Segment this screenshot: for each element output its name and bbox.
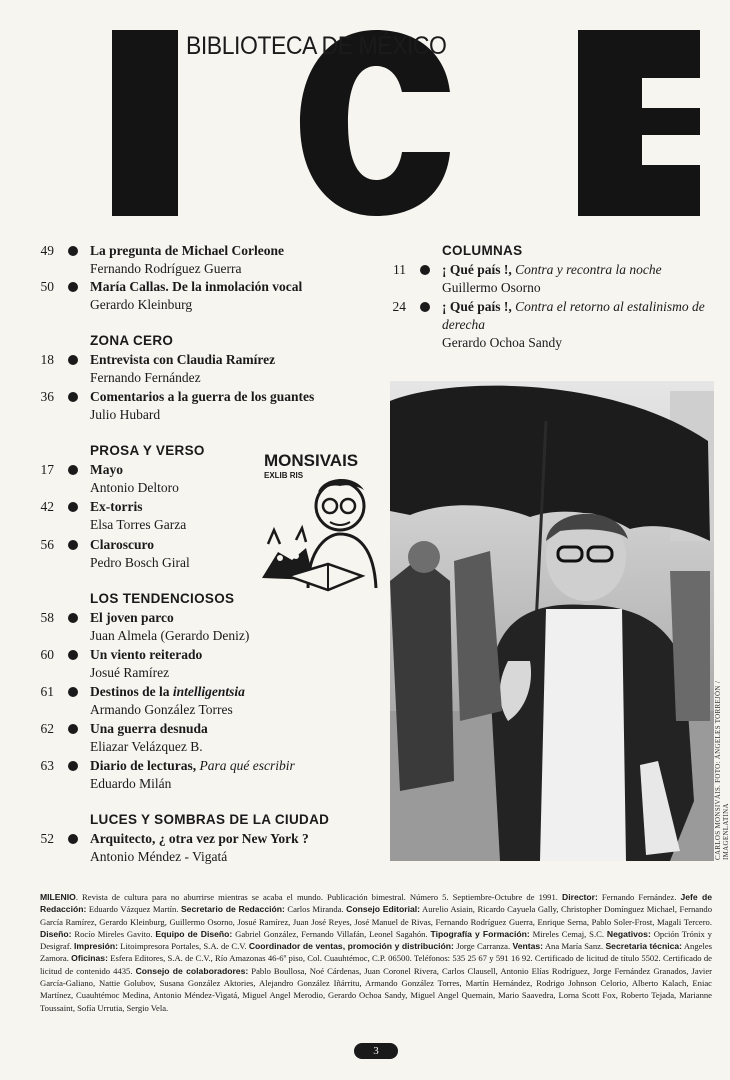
- colophon-text: Gabriel González, Fernando Villafán, Leonel Sagahón.: [232, 928, 431, 939]
- page-number: 36: [40, 389, 54, 404]
- page-number: 63: [40, 758, 54, 773]
- page-number: 61: [40, 684, 54, 699]
- monsivais-exlibris-illustration: [258, 448, 382, 598]
- masthead-letter-e: [578, 30, 700, 216]
- entry-title-italic: intelligentsia: [172, 684, 245, 699]
- entry-title-italic: Contra el retorno al estalinismo de: [515, 299, 705, 314]
- section-heading-columnas: COLUMNAS: [442, 243, 523, 258]
- colophon-text: Mireles Cemaj, S.C.: [529, 928, 607, 939]
- bullet-icon: [68, 465, 78, 475]
- page-number: 62: [40, 721, 54, 736]
- page-number: 52: [40, 831, 54, 846]
- masthead-e-gap-top: [642, 78, 700, 108]
- page-number: 11: [393, 262, 406, 277]
- page-number: 58: [40, 610, 54, 625]
- colophon: [40, 891, 712, 1014]
- entry-author: Juan Almela (Gerardo Deniz): [90, 628, 250, 643]
- entry-author: Julio Hubard: [90, 407, 161, 422]
- page-number-badge: 3: [354, 1043, 398, 1059]
- page-number: 60: [40, 647, 54, 662]
- colophon-text: Jorge Carranza.: [453, 941, 513, 952]
- entry-author: Gerardo Kleinburg: [90, 297, 193, 312]
- page-number: 18: [40, 352, 54, 367]
- colophon-label: Consejo de colaboradores:: [135, 965, 249, 976]
- bullet-icon: [68, 246, 78, 256]
- entry-title: Claroscuro: [90, 537, 154, 552]
- colophon-label: Secretaria técnica:: [605, 941, 683, 952]
- bullet-icon: [68, 392, 78, 402]
- entry-author: Antonio Deltoro: [90, 480, 179, 495]
- entry-author: Pedro Bosch Giral: [90, 555, 190, 570]
- entry-title-continued: derecha: [442, 317, 485, 332]
- page-number: 24: [392, 299, 406, 314]
- entry-title: Ex-torris: [90, 499, 143, 514]
- illustration-subcaption: EXLIB RIS: [264, 471, 304, 480]
- entry-title: Arquitecto, ¿ otra vez por New York ?: [90, 831, 309, 846]
- entry-title: Entrevista con Claudia Ramírez: [90, 352, 276, 367]
- colophon-text: Angeles Zamora.: [40, 941, 713, 964]
- colophon-text: Carlos Miranda.: [284, 904, 347, 915]
- colophon-label: Jefe de Redacción:: [40, 892, 712, 915]
- colophon-text: Aurelio Asiain, Ricardo Cayuela Gally, Christopher Domínguez Michael, Fernando García Ramírez, Gerardo Kleinburg, Guillermo Osorno, Josué Ramírez, Juan José Reyes, José Manuel de Rivas, Fernando Rodríguez Guerra, Enrique Serna, Pablo Soler-Frost, Magali Tercero.: [40, 904, 713, 927]
- bullet-icon: [68, 502, 78, 512]
- colophon-label: Negativos:: [606, 928, 651, 939]
- entry-title-text: ¡ Qué país !,: [442, 262, 516, 277]
- entry-title: La pregunta de Michael Corleone: [90, 243, 284, 258]
- entry-title-italic: Para qué escribir: [199, 758, 295, 773]
- entry-author: Fernando Rodríguez Guerra: [90, 261, 242, 276]
- colophon-text: Rocío Mireles Gavito.: [71, 928, 156, 939]
- colophon-text: Opción Trónix y Desigraf.: [40, 928, 712, 952]
- entry-title: [90, 683, 245, 701]
- entry-author: Gerardo Ochoa Sandy: [442, 335, 562, 350]
- entry-title-text: Destinos de la: [90, 684, 173, 699]
- masthead-letter-i: [112, 30, 178, 216]
- section-heading-zona-cero: ZONA CERO: [90, 333, 174, 348]
- colophon-text: . Revista de cultura para no aburrirse mientras se acaba el mundo. Publicación bimestral. Número 5. Septiembre-Octubre de 1991.: [75, 892, 562, 902]
- colophon-label: Ventas:: [512, 941, 544, 952]
- colophon-text: Esfera Editores, S.A. de C.V., Río Amazonas 46-6º piso, Col. Cuauhtémoc, C.P. 06500. Teléfonos: 535 25 67 y 591 16 92. Certificado de licitud de título 5502. Certificado de licitud de contenido 4435.: [40, 953, 712, 976]
- bullet-icon: [420, 302, 430, 312]
- entry-author: Elsa Torres Garza: [90, 517, 187, 532]
- bullet-icon: [68, 724, 78, 734]
- colophon-label: Diseño:: [40, 928, 72, 939]
- entry-title: [90, 757, 295, 775]
- colophon-label: Consejo Editorial:: [346, 904, 421, 915]
- photo-credit: CARLOS MONSIVÁIS. FOTO: ÁNGELES TORREJÓN / IMAGENLATINA: [714, 680, 730, 860]
- bullet-icon: [68, 282, 78, 292]
- bullet-icon: [68, 650, 78, 660]
- bullet-icon: [68, 540, 78, 550]
- entry-author: Eduardo Milán: [90, 776, 172, 791]
- entry-title-italic: Contra y recontra la noche: [515, 262, 662, 277]
- page-number: 50: [40, 279, 54, 294]
- page-number: 17: [40, 462, 54, 477]
- page-number: 49: [40, 243, 54, 258]
- entry-title-text: Diario de lecturas,: [90, 758, 200, 773]
- monsivais-photo: [390, 381, 714, 861]
- entry-title: Una guerra desnuda: [90, 721, 208, 736]
- colophon-text: Fernando Fernández.: [597, 892, 681, 902]
- section-heading-los-tendenciosos: LOS TENDENCIOSOS: [90, 591, 235, 606]
- bullet-icon: [68, 613, 78, 623]
- entry-title: Mayo: [90, 462, 123, 477]
- colophon-label: Equipo de Diseño:: [155, 928, 233, 939]
- colophon-text: Ana María Sanz.: [543, 941, 606, 952]
- colophon-label: Director:: [562, 892, 598, 902]
- entry-title-text: ¡ Qué país !,: [442, 299, 516, 314]
- page-number: 56: [40, 537, 54, 552]
- bullet-icon: [68, 761, 78, 771]
- colophon-text: Eduardo Vázquez Martín.: [86, 904, 181, 915]
- entry-title: María Callas. De la inmolación vocal: [90, 279, 303, 294]
- colophon-label: MILENIO: [40, 892, 76, 902]
- colophon-label: Coordinador de ventas, promoción y distribución:: [248, 941, 454, 952]
- entry-author: Fernando Fernández: [90, 370, 201, 385]
- colophon-label: Tipografía y Formación:: [430, 928, 530, 939]
- entry-title: Comentarios a la guerra de los guantes: [90, 389, 315, 404]
- colophon-text: Litoimpresora Portales, S.A. de C.V.: [117, 941, 249, 952]
- entry-title: Un viento reiterado: [90, 647, 203, 662]
- bullet-icon: [420, 265, 430, 275]
- section-heading-prosa-y-verso: PROSA Y VERSO: [90, 443, 205, 458]
- masthead-biblioteca: BIBLIOTECA DE MÉXICO: [186, 32, 447, 60]
- entry-author: Eliazar Velázquez B.: [90, 739, 203, 754]
- colophon-label: Impresión:: [74, 941, 118, 952]
- illustration-caption: MONSIVAIS: [264, 451, 359, 470]
- colophon-text: Pablo Boullosa, Noé Cárdenas, Juan Coronel Rivera, Carlos Clausell, Antonio Elías Rodríguez, Jorge Fernández Granados, Javier García-Galiano, Nattie Golubov, Susana González Aktories, Alejandro González Iñárritu, Armando González Torres, Martín Hernández, Rodrigo Johnson Celorio, Alberto Kalach, Eniac Martínez, Cuauhtémoc Medina, Antonio Méndez-Vigatá, Miguel Angel Merodio, Gerardo Ochoa Sandy, Miguel Angel Quemain, Mario Saavedra, Lorna Scott Fox, Roberto Tejada, Marianne Toussaint, Sofía Urrutia, Sergio Vela.: [40, 965, 712, 1013]
- colophon-label: Oficinas:: [71, 953, 108, 964]
- entry-title: [442, 261, 662, 279]
- colophon-label: Secretario de Redacción:: [180, 904, 285, 915]
- bullet-icon: [68, 834, 78, 844]
- masthead-e-gap-bottom: [642, 135, 700, 165]
- entry-author: Armando González Torres: [90, 702, 233, 717]
- section-heading-luces-y-sombras: LUCES Y SOMBRAS DE LA CIUDAD: [90, 812, 330, 827]
- page-number: 42: [40, 499, 54, 514]
- bullet-icon: [68, 687, 78, 697]
- entry-author: Josué Ramírez: [90, 665, 170, 680]
- entry-author: Antonio Méndez - Vigatá: [90, 849, 228, 864]
- entry-author: Guillermo Osorno: [442, 280, 541, 295]
- bullet-icon: [68, 355, 78, 365]
- entry-title: El joven parco: [90, 610, 174, 625]
- entry-title: [442, 298, 705, 316]
